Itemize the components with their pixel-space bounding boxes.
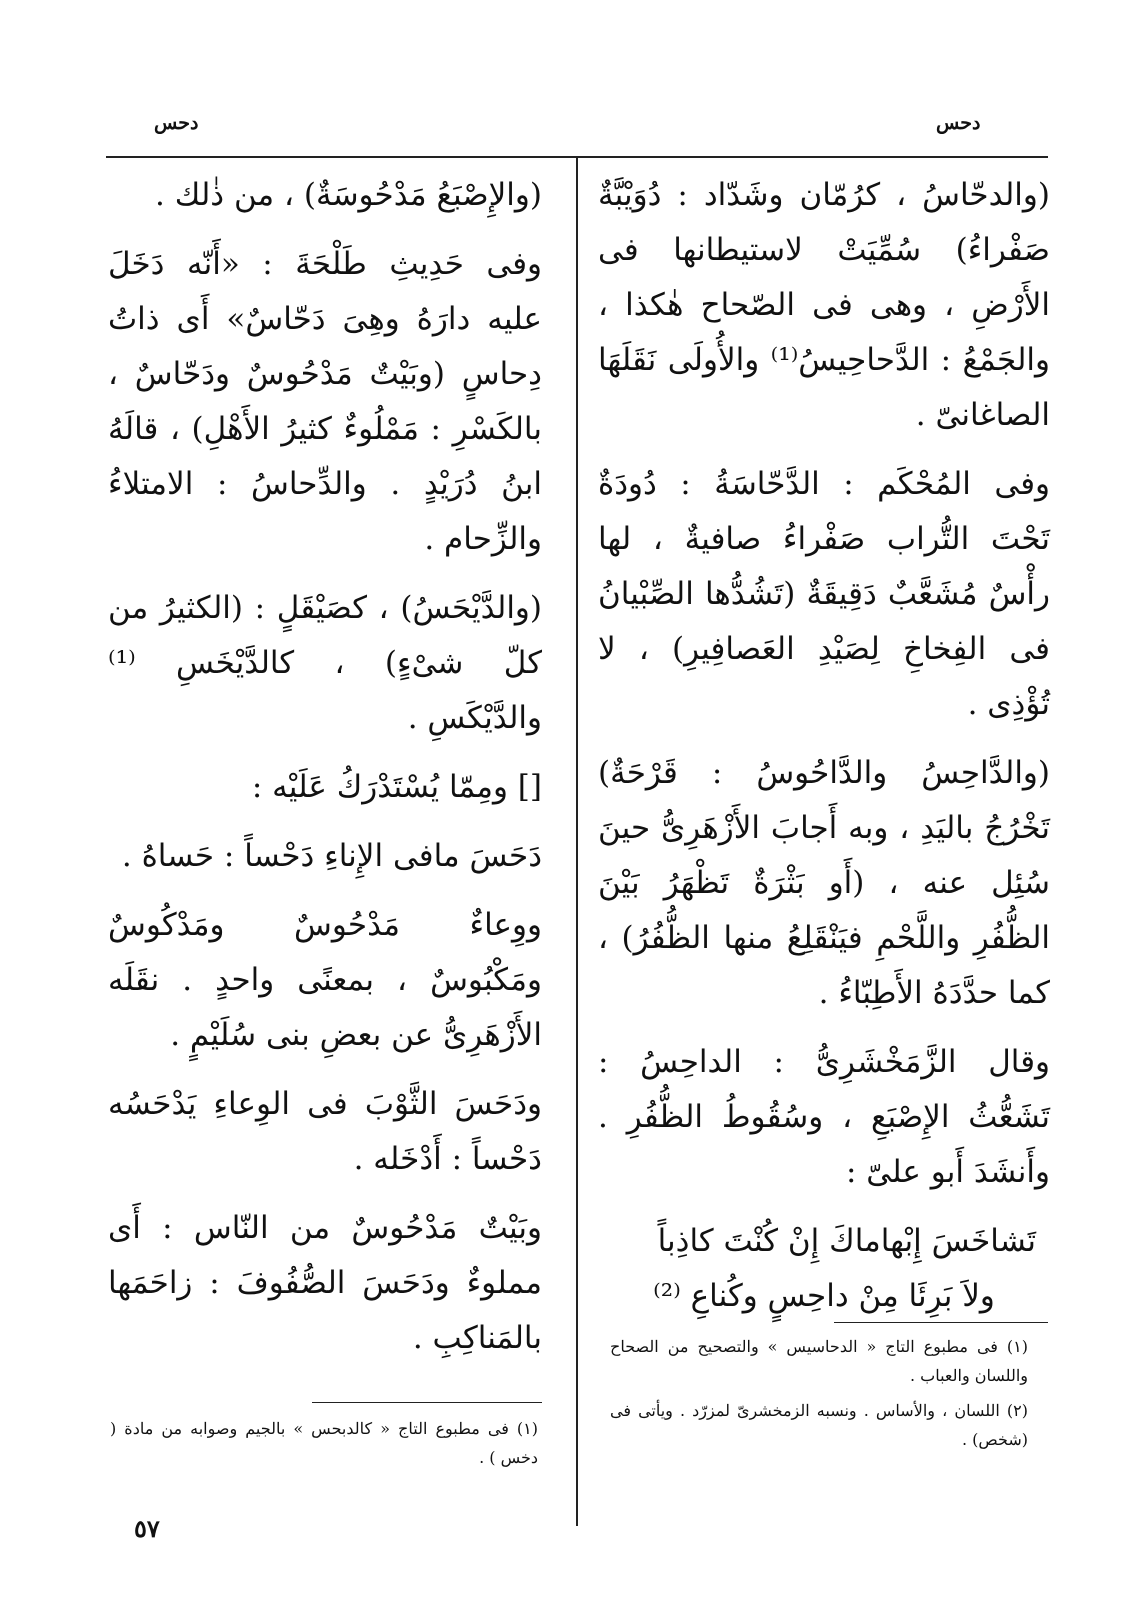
entry-paragraph: ووِعاءٌ مَدْحُوسٌ ومَدْكُوسٌ ومَكْبُوسٌ ، بمعنًى واحدٍ . نقَلَه الأَزْهَرِىُّ عن بعضِ بنى سُلَيْمٍ . bbox=[108, 907, 542, 1053]
entry-paragraph: ودَحَسَ الثَّوْبَ فى الوِعاءِ يَدْحَسُه دَحْساً : أَدْخَله . bbox=[108, 1086, 542, 1177]
entry-paragraph: دَحَسَ مافى الإِناءِ دَحْساً : حَساهُ . bbox=[121, 838, 542, 874]
page-number: ٥٧ bbox=[134, 1514, 160, 1543]
section-heading: [] ومِمّا يُسْتَدْرَكُ عَلَيْه : bbox=[251, 769, 542, 805]
running-head-left: دحس bbox=[154, 112, 199, 134]
entry-paragraph: وبَيْتٌ مَدْحُوسٌ من النّاس : أَى مملوءٌ ودَحَسَ الصُّفُوفَ : زاحَمَها بالمَناكِبِ . bbox=[108, 1210, 542, 1356]
entry-paragraph: وفى حَدِيثِ طَلْحَةَ : «أَنّه دَخَلَ عليه دارَهُ وهِىَ دَحّاسٌ» أَى ذاتُ دِحاسٍ (وبَيْتٌ مَدْحُوسٌ ودَحّاسٌ ، بالكَسْرِ : مَمْلُوءٌ كثيرُ الأَهْلِ) ، قالَهُ ابنُ دُرَيْدٍ . والدِّحاسُ : الامتلاءُ والزِّحام . bbox=[108, 246, 542, 557]
right-column bbox=[598, 168, 1050, 1324]
footnote-rule-left bbox=[312, 1402, 542, 1403]
entry-paragraph: (والدَّاحِسُ والدَّاحُوسُ : قَرْحَةٌ) تَخْرُجُ باليَدِ ، وبه أَجابَ الأَزْهَرِىُّ حينَ سُئِل عنه ، (أَو بَثْرَةٌ تَظْهَرُ بَيْنَ الظُّفُرِ واللَّحْمِ فيَنْقَلِعُ منها الظُّفُرُ) ، كما حدَّدَهُ الأَطِبّاءُ . bbox=[598, 755, 1050, 1011]
entry-paragraph: (والإِصْبَعُ مَدْحُوسَةٌ) ، من ذٰلك . bbox=[155, 177, 542, 213]
footnote: (٢) اللسان ، والأساس . ونسبه الزمخشرىّ لمزرّد . ويأتى فى (شخص) . bbox=[610, 1401, 1028, 1449]
entry-paragraph: وقال الزَّمَخْشَرِىُّ : الداحِسُ : تَشَعُّثُ الإِصْبَعِ ، وسُقُوطُ الظُّفُرِ . وأَنشَدَ أَبو علىّ : bbox=[598, 1044, 1050, 1190]
verse-line-2: ولاَ بَرِئَا مِنْ داحِسٍ وكُناعِ ⁽²⁾ bbox=[653, 1278, 995, 1314]
column-divider bbox=[576, 156, 578, 1526]
left-column bbox=[108, 168, 542, 1380]
verse-line-1: تَشاخَسَ إِبْهاماكَ إِنْ كُنْتَ كاذِباً bbox=[657, 1223, 1036, 1259]
footnotes-left bbox=[110, 1414, 538, 1478]
entry-paragraph: (والدَّيْحَسُ) ، كصَيْقَلٍ : (الكثيرُ من كلّ شىْءٍ) ، كالدَّيْخَسِ ⁽¹⁾ والدَّيْكَسِ . bbox=[108, 590, 542, 736]
footnote-rule-right bbox=[834, 1322, 1048, 1323]
entry-paragraph: (والدحّاسُ ، كرُمّان وشَدّاد : دُوَيْبَّةٌ صَفْراءُ) سُمِّيَتْ لاستيطانها فى الأَرْضِ ، وهى فى الصّحاح هٰكذا ، والجَمْعُ : الدَّحاحِيسُ⁽¹⁾ والأُولَى نَقَلَهَا الصاغانىّ . bbox=[598, 177, 1050, 433]
footnotes-right bbox=[610, 1332, 1028, 1460]
footnote: (١) فى مطبوع التاج « كالدبحس » بالجيم وصوابه من مادة ( دخس ) . bbox=[110, 1419, 539, 1467]
running-head-right: دحس bbox=[936, 112, 981, 134]
entry-paragraph: وفى المُحْكَم : الدَّحّاسَةُ : دُودَةٌ تَحْتَ التُّراب صَفْراءُ صافيةٌ ، لها رأْسٌ مُشَعَّبٌ دَقِيقَةٌ (تَشُدُّها الصِّبْيانُ فى الفِخاخِ لِصَيْدِ العَصافِيرِ) ، لا تُؤْذِى . bbox=[598, 466, 1050, 722]
footnote: (١) فى مطبوع التاج « الدحاسيس » والتصحيح من الصحاح واللسان والعباب . bbox=[610, 1337, 1028, 1385]
